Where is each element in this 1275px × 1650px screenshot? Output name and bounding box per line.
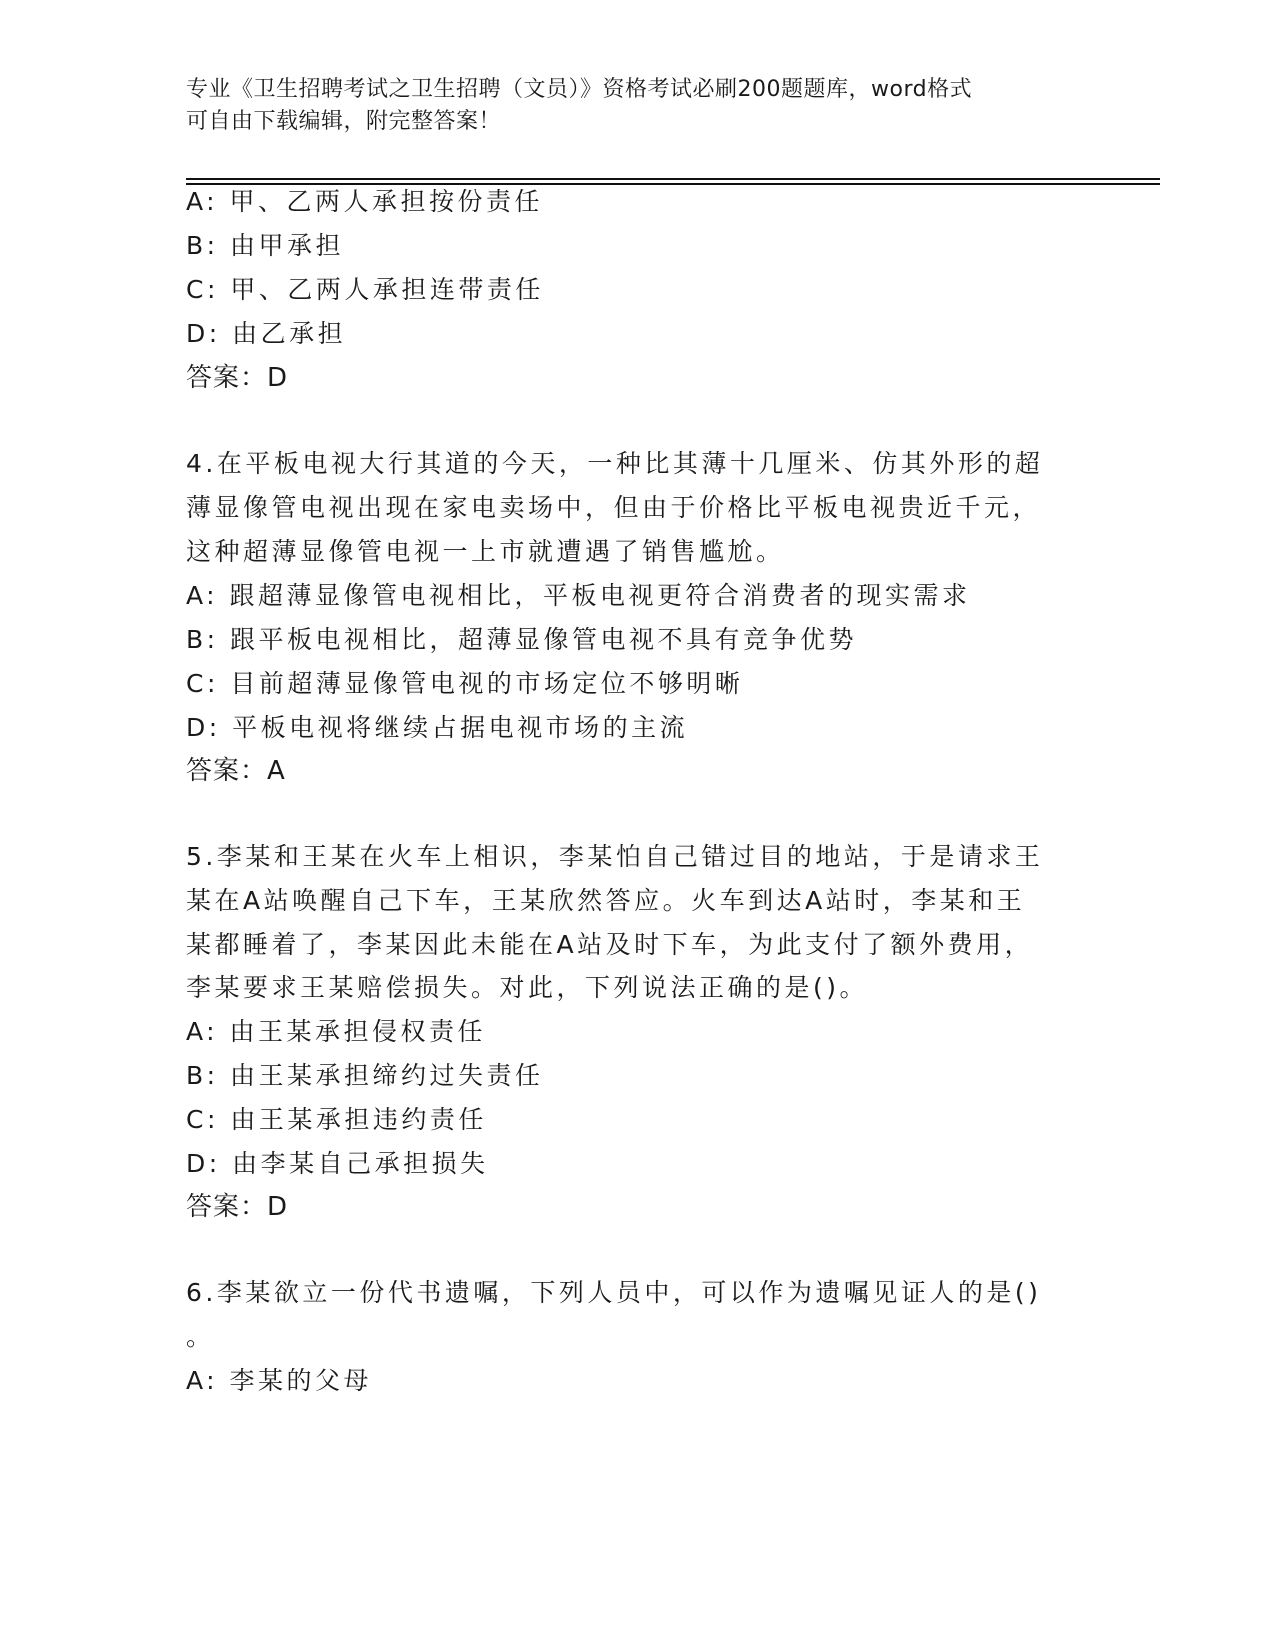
q6-stem-line-2: 。 — [186, 1322, 215, 1351]
q4-stem-line-1: 4.在平板电视大行其道的今天，一种比其薄十几厘米、仿其外形的超 — [186, 449, 1044, 478]
header-divider-top — [186, 178, 1160, 180]
q5-option-a: A: 由王某承担侵权责任 — [186, 1017, 487, 1046]
q4-option-d: D: 平板电视将继续占据电视市场的主流 — [186, 713, 689, 742]
q4-option-b: B: 跟平板电视相比，超薄显像管电视不具有竞争优势 — [186, 625, 858, 654]
q4-option-c: C: 目前超薄显像管电视的市场定位不够明晰 — [186, 669, 744, 698]
q5-option-b: B: 由王某承担缔约过失责任 — [186, 1061, 544, 1090]
q3-option-b: B: 由甲承担 — [186, 231, 345, 260]
q4-answer: 答案：A — [186, 756, 286, 786]
q6-option-a: A: 李某的父母 — [186, 1366, 373, 1395]
document-header — [186, 74, 1066, 138]
q5-option-d: D: 由李某自己承担损失 — [186, 1149, 489, 1178]
header-title-line-1: 专业《卫生招聘考试之卫生招聘（文员）》资格考试必刷200题题库，word格式 — [186, 77, 973, 102]
q4-stem-line-2: 薄显像管电视出现在家电卖场中，但由于价格比平板电视贵近千元， — [186, 493, 1042, 522]
q3-option-c: C: 甲、乙两人承担连带责任 — [186, 275, 544, 304]
q5-stem-line-1: 5.李某和王某在火车上相识，李某怕自己错过目的地站，于是请求王 — [186, 842, 1044, 871]
q3-option-a: A: 甲、乙两人承担按份责任 — [186, 187, 544, 216]
q5-stem-line-4: 李某要求王某赔偿损失。对此，下列说法正确的是()。 — [186, 973, 869, 1002]
q5-option-c: C: 由王某承担违约责任 — [186, 1105, 487, 1134]
header-title-line-2: 可自由下载编辑，附完整答案！ — [186, 109, 502, 134]
q4-stem-line-3: 这种超薄显像管电视一上市就遭遇了销售尴尬。 — [186, 537, 785, 566]
q5-stem-line-2: 某在A站唤醒自己下车，王某欣然答应。火车到达A站时，李某和王 — [186, 886, 1026, 915]
q5-stem-line-3: 某都睡着了，李某因此未能在A站及时下车，为此支付了额外费用， — [186, 930, 1034, 959]
q3-answer: 答案：D — [186, 363, 289, 393]
q6-stem-line-1: 6.李某欲立一份代书遗嘱，下列人员中，可以作为遗嘱见证人的是() — [186, 1278, 1042, 1307]
q5-answer: 答案：D — [186, 1192, 289, 1222]
q3-option-d: D: 由乙承担 — [186, 319, 347, 348]
header-divider-bottom — [186, 183, 1160, 185]
q4-option-a: A: 跟超薄显像管电视相比，平板电视更符合消费者的现实需求 — [186, 581, 971, 610]
